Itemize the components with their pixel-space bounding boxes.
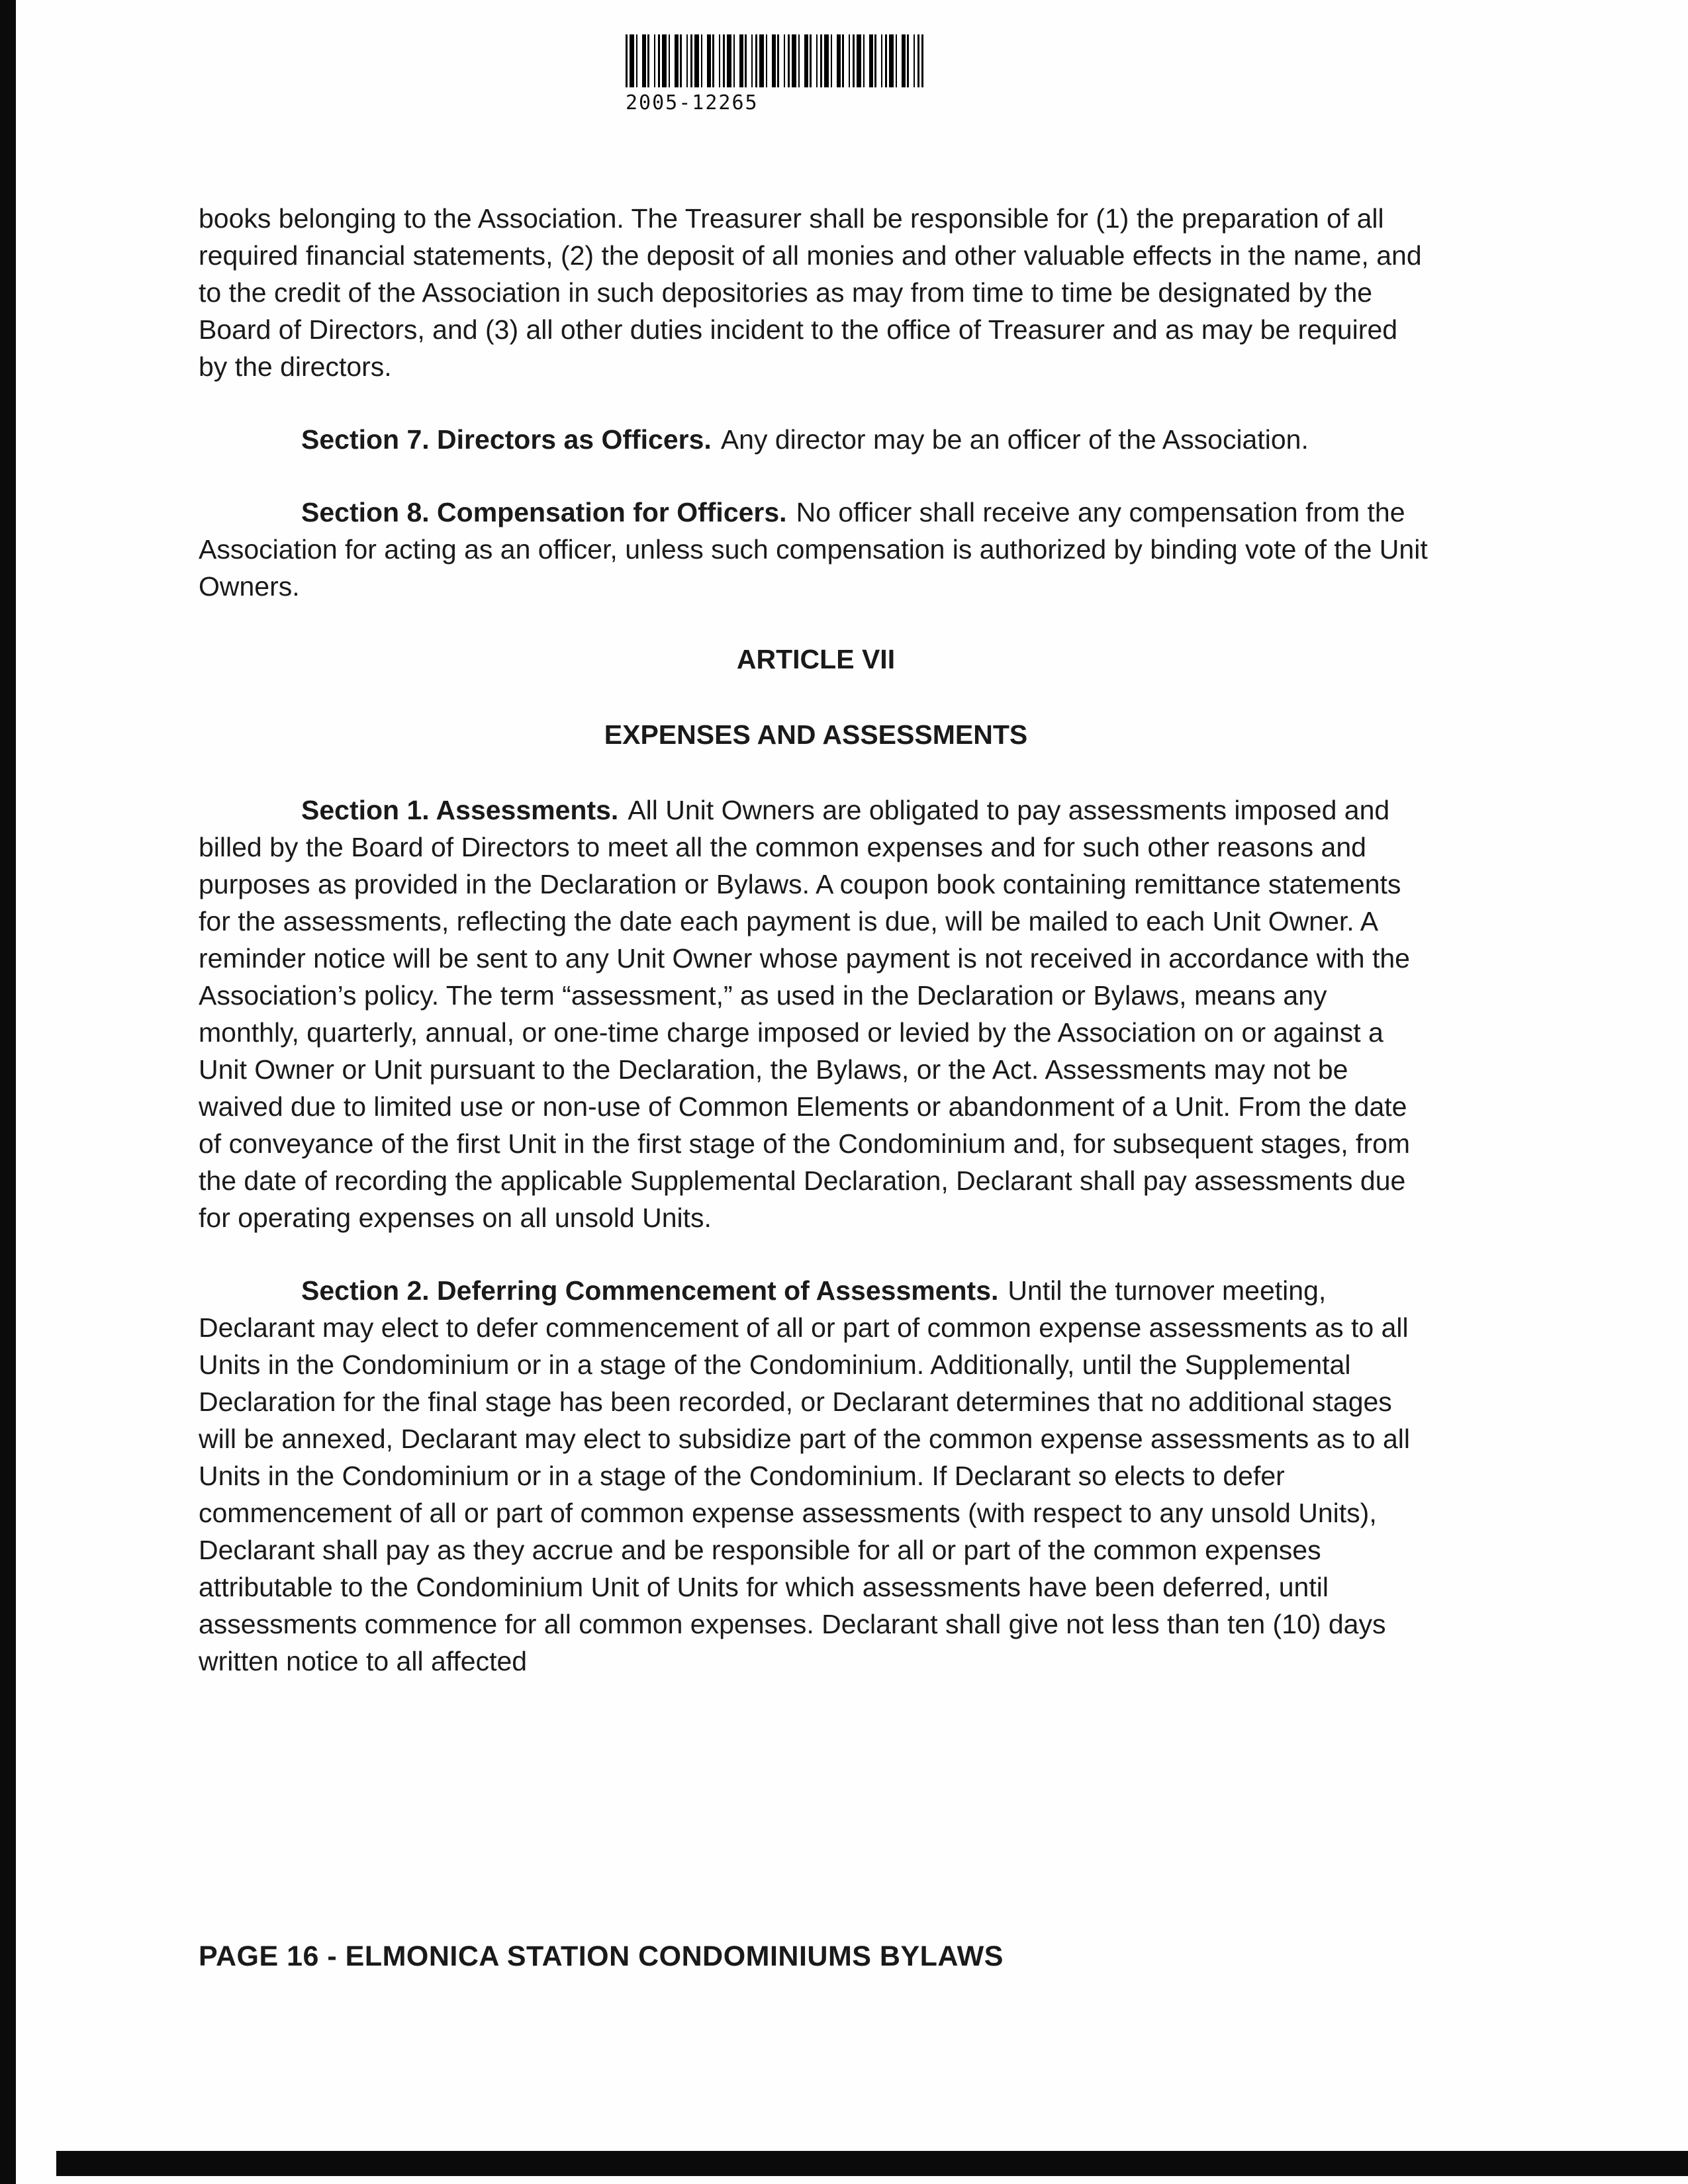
section-8-heading: Section 8. Compensation for Officers.: [301, 497, 787, 527]
section-7-paragraph: [199, 421, 1433, 458]
barcode-image: [626, 34, 923, 87]
section-2-text: Until the turnover meeting, Declarant may elect to defer commencement of all or part of common expense assessments as to all Units in the Condominium or in a stage of the Condominium. Additionally, until the Supplemental Declaration for the final stage has been recorded, or Declarant determines that no additional stages will be annexed, Declarant may elect to subsidize part of the common expense assessments as to all Units in the Condominium or in a stage of the Condominium. If Declarant so elects to defer commencement of all or part of common expense assessments (with respect to any unsold Units), Declarant shall pay as they accrue and be responsible for all or part of the common expenses attributable to the Condominium Unit of Units for which assessments have been deferred, until assessments commence for all common expenses. Declarant shall give not less than ten (10) days written notice to all affected: [199, 1275, 1410, 1676]
page-footer: PAGE 16 - ELMONICA STATION CONDOMINIUMS BYLAWS: [199, 1940, 1004, 1972]
section-8-text: No officer shall receive any compensation from the Association for acting as an officer, unless such compensation is authorized by binding vote of the Unit Owners.: [199, 497, 1428, 602]
barcode-label: 2005-12265: [626, 91, 759, 114]
scan-artifact-bottom-bar: [56, 2151, 1688, 2176]
section-7-heading: Section 7. Directors as Officers.: [301, 424, 712, 455]
section-2-heading: Section 2. Deferring Commencement of Assessments.: [301, 1275, 999, 1306]
expenses-assessments-heading: EXPENSES AND ASSESSMENTS: [604, 719, 1028, 750]
paragraph-treasurer-duties: books belonging to the Association. The Treasurer shall be responsible for (1) the preparation of all required financial statements, (2) the deposit of all monies and other valuable effects in the name, and to the credit of the Association in such depositories as may from time to time be designated by the Board of Directors, and (3) all other duties incident to the office of Treasurer and as may be required by the directors.: [199, 203, 1422, 382]
section-1-text: All Unit Owners are obligated to pay assessments imposed and billed by the Board of Directors to meet all the common expenses and for such other reasons and purposes as provided in the Declaration or Bylaws. A coupon book containing remittance statements for the assessments, reflecting the date each payment is due, will be mailed to each Unit Owner. A reminder notice will be sent to any Unit Owner whose payment is not received in accordance with the Association’s policy. The term “assessment,” as used in the Declaration or Bylaws, means any monthly, quarterly, annual, or one-time charge imposed or levied by the Association on or against a Unit Owner or Unit pursuant to the Declaration, the Bylaws, or the Act. Assessments may not be waived due to limited use or non-use of Common Elements or abandonment of a Unit. From the date of conveyance of the first Unit in the first stage of the Condominium and, for subsequent stages, from the date of recording the applicable Supplemental Declaration, Declarant shall pay assessments due for operating expenses on all unsold Units.: [199, 795, 1411, 1233]
section-2-paragraph: [199, 1272, 1433, 1680]
section-7-text: Any director may be an officer of the Association.: [720, 424, 1309, 455]
section-1-paragraph: [199, 792, 1433, 1236]
scan-artifact-left-bar: [0, 0, 16, 2184]
section-1-heading: Section 1. Assessments.: [301, 795, 619, 825]
section-8-paragraph: [199, 494, 1433, 605]
article-vii-heading: ARTICLE VII: [736, 644, 896, 674]
document-body: [199, 200, 1433, 1715]
barcode-block: [626, 34, 930, 114]
